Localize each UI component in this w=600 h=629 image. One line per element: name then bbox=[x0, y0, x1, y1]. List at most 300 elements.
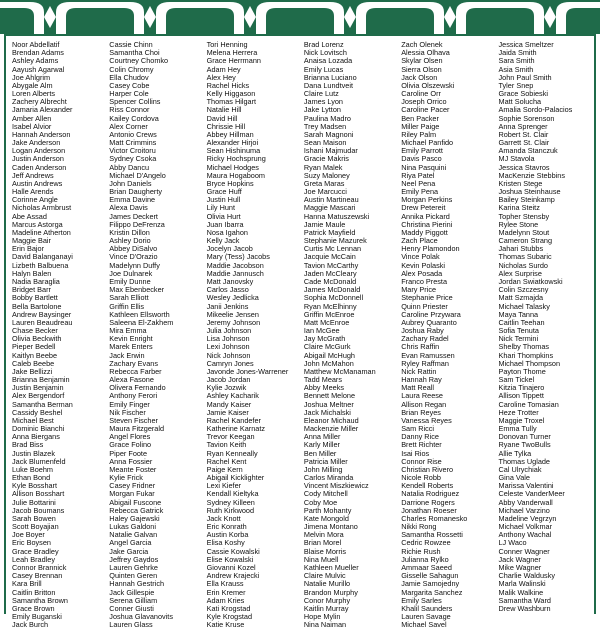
list-item: Connor Rise bbox=[401, 456, 442, 466]
list-item: Tyler Snep bbox=[498, 80, 534, 90]
list-item: Max Ebenbecker bbox=[109, 285, 165, 295]
list-item: Joseph Orrico bbox=[401, 97, 447, 107]
list-item: Nina Pasquini bbox=[401, 162, 447, 172]
list-item: Anna Sprenger bbox=[498, 121, 548, 131]
list-item: Carlos Jasso bbox=[206, 285, 249, 295]
list-item: Ryan McElhinny bbox=[303, 301, 357, 311]
list-item: Maura Fitzgerald bbox=[109, 424, 165, 434]
list-item: Riss Connor bbox=[109, 105, 150, 115]
list-item: Vince Polak bbox=[401, 252, 440, 262]
list-item: Bailey Steinkamp bbox=[498, 195, 555, 205]
list-item: Kristen Stege bbox=[498, 178, 543, 188]
list-item: Amalia Sordo-Palacios bbox=[498, 105, 573, 115]
list-item: Lisa Johnson bbox=[206, 334, 250, 344]
list-item: Halle Arends bbox=[12, 187, 54, 197]
list-item: Bobby Bartlett bbox=[12, 293, 58, 303]
list-item: Grace Sobieski bbox=[498, 89, 548, 99]
list-item: Abby Dancu bbox=[109, 162, 150, 172]
list-item: Cameron Strang bbox=[498, 236, 553, 246]
list-item: Riley Palm bbox=[401, 129, 437, 139]
list-item: Allison Regan bbox=[401, 399, 447, 409]
list-item: Caroline Orr bbox=[401, 89, 441, 99]
list-item: Skylar Olsen bbox=[401, 56, 443, 66]
list-item: Austin Andrews bbox=[12, 178, 63, 188]
list-item: Karly Miller bbox=[303, 440, 340, 450]
list-item: Kaitlin Murray bbox=[303, 603, 349, 613]
list-item: Jack Knott bbox=[206, 513, 241, 523]
list-item: Chris Raffin bbox=[401, 342, 440, 352]
list-item: Jordan Swiatkowski bbox=[498, 276, 563, 286]
list-item: Ishani Majmudar bbox=[303, 146, 358, 156]
list-item: Caroline Przywara bbox=[401, 309, 461, 319]
list-item: Chrissie Hill bbox=[206, 121, 246, 131]
list-item: Karina Steitz bbox=[498, 203, 540, 213]
list-item: Kaitlyn Beebe bbox=[12, 350, 58, 360]
list-item: Eric Boysen bbox=[12, 538, 51, 548]
list-item: Matt Reall bbox=[401, 383, 435, 393]
list-item: Michael Volkmar bbox=[498, 522, 553, 532]
list-item: Jake Garcia bbox=[109, 546, 149, 556]
list-item: Alex Surprise bbox=[498, 268, 542, 278]
list-item: Katherine Karnatz bbox=[206, 424, 266, 434]
list-item: Jack Olson bbox=[401, 72, 438, 82]
list-item: Joe Marcucci bbox=[303, 187, 347, 197]
list-item: Piper Foote bbox=[109, 448, 148, 458]
list-item: Michael Talasky bbox=[498, 301, 550, 311]
list-item: Alex Hey bbox=[206, 72, 236, 82]
list-item: Brandon Murphy bbox=[303, 587, 358, 597]
list-item: Mikeelie Jensen bbox=[206, 309, 259, 319]
list-item: Ashley Adams bbox=[12, 56, 59, 66]
list-item: Janii Jenkins bbox=[206, 301, 249, 311]
list-item: Eric Konrath bbox=[206, 522, 247, 532]
list-item: Abygale Alm bbox=[12, 80, 53, 90]
list-item: Matt Janovsky bbox=[206, 276, 254, 286]
list-item: Maddie Jannusch bbox=[206, 268, 264, 278]
list-item: Carlos Miranda bbox=[303, 473, 354, 483]
list-item: Ella Krauss bbox=[206, 579, 244, 589]
list-item: Ryan Malek bbox=[303, 162, 343, 172]
list-item: Jack Michalski bbox=[303, 407, 351, 417]
banner-arch-inner bbox=[0, 8, 34, 34]
list-item: Tavion McCarthy bbox=[303, 260, 359, 270]
list-item: Hope Mylin bbox=[303, 612, 341, 622]
list-item: MacKenzie Stebbins bbox=[498, 170, 566, 180]
list-item: Robert St. Clair bbox=[498, 129, 549, 139]
list-item: Filippo DeFrenza bbox=[109, 219, 165, 229]
banner-arch-inner bbox=[66, 8, 134, 34]
list-item: Blaise Morris bbox=[303, 546, 347, 556]
list-item: Kitzia Tinajero bbox=[498, 383, 545, 393]
list-item: Abe Assad bbox=[12, 211, 47, 221]
list-item: Tadd Mears bbox=[303, 375, 343, 385]
list-item: Sam Ricci bbox=[401, 424, 435, 434]
list-item: Caitlin Britton bbox=[12, 587, 56, 597]
list-item: Jocelyn Jacob bbox=[206, 244, 253, 254]
list-item: Ian McGee bbox=[303, 326, 340, 336]
banner-arch-inner bbox=[566, 8, 600, 34]
list-item: Zachery Albrecht bbox=[12, 97, 67, 107]
list-item: Abby Vanderwall bbox=[498, 497, 553, 507]
name-column-1 bbox=[9, 41, 106, 629]
list-item: Rebecca Gatrick bbox=[109, 505, 164, 515]
list-item: Ashley Kacharik bbox=[206, 391, 259, 401]
list-item: Emily Parrott bbox=[401, 146, 443, 156]
list-item: Allie Tylka bbox=[498, 448, 532, 458]
list-item: Emma Tully bbox=[498, 424, 537, 434]
list-item: Morgan Fukar bbox=[109, 489, 155, 499]
list-item: Kevin Polaski bbox=[401, 260, 445, 270]
list-item: Allison Bosshart bbox=[12, 489, 65, 499]
list-item: Grace Brown bbox=[12, 603, 55, 613]
list-item: Kevin Enright bbox=[109, 334, 153, 344]
list-item: Lily Hunt bbox=[206, 203, 235, 213]
list-item: Jessica Stavros bbox=[498, 162, 550, 172]
list-item: Grace Folino bbox=[109, 440, 152, 450]
list-item: Kelly Higgason bbox=[206, 89, 256, 99]
list-item: Michael Varzino bbox=[498, 505, 550, 515]
list-item: Victor Croitoru bbox=[109, 146, 156, 156]
list-item: Casey Fridner bbox=[109, 481, 156, 491]
list-item: Sierra Olson bbox=[401, 64, 442, 74]
list-item: Jahari Stubbs bbox=[498, 244, 544, 254]
list-item: Madeline Atherton bbox=[12, 227, 71, 237]
list-item: Olivia Olszewski bbox=[401, 80, 455, 90]
list-item: Mandy Kaiser bbox=[206, 399, 252, 409]
list-item: Greta Maras bbox=[303, 178, 345, 188]
list-item: Maura Hogaboom bbox=[206, 170, 266, 180]
list-item: Isabel Alvior bbox=[12, 121, 52, 131]
name-column-4 bbox=[301, 41, 398, 629]
list-item: Amber Allen bbox=[12, 113, 52, 123]
list-item: Nikki Rong bbox=[401, 522, 437, 532]
list-item: Maya Tanna bbox=[498, 309, 539, 319]
list-item: Jaida Smith bbox=[498, 48, 537, 58]
list-item: Richie Rush bbox=[401, 546, 441, 556]
list-item: Mike Wagner bbox=[498, 563, 542, 572]
list-item: Anaisa Lozada bbox=[303, 56, 353, 66]
list-item: Sarah Magnoni bbox=[303, 129, 354, 139]
list-item: Evan Ramussen bbox=[401, 350, 455, 360]
list-item: Luke Boehm bbox=[12, 464, 53, 474]
list-item: Jamie Kaiser bbox=[206, 407, 249, 417]
list-item: Javonde Jones-Warrener bbox=[206, 366, 289, 376]
list-item: Davis Pasco bbox=[401, 154, 442, 164]
list-item: Vince D'Orazio bbox=[109, 252, 158, 262]
list-item: Joe Ahlgrim bbox=[12, 72, 51, 82]
list-item: Natalia Rodriguez bbox=[401, 489, 460, 499]
list-item: Miller Paige bbox=[401, 121, 440, 131]
list-item: Cedric Rowzee bbox=[401, 538, 451, 548]
list-item: Elisa Koshy bbox=[206, 538, 245, 548]
list-item: Ammaar Saeed bbox=[401, 563, 452, 572]
list-item: Nik Fischer bbox=[109, 407, 146, 417]
list-item: John McMahon bbox=[303, 358, 354, 368]
list-item: Jake Lytton bbox=[303, 105, 341, 115]
list-item: Maddy Piggott bbox=[401, 227, 448, 237]
list-item: Jeffrey Gaydos bbox=[109, 554, 159, 564]
list-item: Ryan Kenneally bbox=[206, 448, 258, 458]
name-column-3 bbox=[204, 41, 301, 629]
list-item: Parth Mohanty bbox=[303, 505, 352, 515]
list-item: Abigail McHugh bbox=[303, 350, 355, 360]
list-item: Matt Crimmins bbox=[109, 138, 157, 148]
list-item: Madeline Vegrzyn bbox=[498, 513, 557, 523]
list-item: Nick Rattin bbox=[401, 366, 437, 376]
list-item: Abigail Kicklighter bbox=[206, 473, 265, 483]
list-item: Rachel Hicks bbox=[206, 80, 250, 90]
list-item: Jake Anderson bbox=[12, 138, 61, 148]
list-item: Shelby Thomas bbox=[498, 342, 550, 352]
list-item: Neel Pena bbox=[401, 178, 436, 188]
list-item: James Lyon bbox=[303, 97, 343, 107]
list-item: Adam Kries bbox=[206, 595, 245, 605]
list-item: Madelynn Stout bbox=[498, 227, 550, 237]
list-item: Nicholas Surdo bbox=[498, 260, 548, 270]
list-item: Morgan Perkins bbox=[401, 195, 453, 205]
list-item: Kyle Bosshart bbox=[12, 481, 58, 491]
list-item: Thomas Subaric bbox=[498, 252, 552, 262]
list-item: Mira Emma bbox=[109, 326, 147, 336]
list-item: Nicholas Armbrust bbox=[12, 203, 72, 213]
list-item: Bryce Hopkins bbox=[206, 178, 254, 188]
list-item: Conner Giusti bbox=[109, 603, 154, 613]
list-item: Cal Ulrychiak bbox=[498, 464, 542, 474]
list-item: Mackenzie Miller bbox=[303, 424, 359, 434]
list-item: Michael Best bbox=[12, 415, 54, 425]
list-item: Loren Alberts bbox=[12, 89, 55, 99]
list-item: Giovanni Kozel bbox=[206, 563, 256, 572]
list-item: Brendan Adams bbox=[12, 48, 64, 58]
list-item: Michael Panfido bbox=[401, 138, 454, 148]
list-item: Sean Hishinuma bbox=[206, 146, 261, 156]
list-item: Rachel Kandefer bbox=[206, 415, 261, 425]
list-item: John Paul Smith bbox=[498, 72, 552, 82]
list-item: Hannah Ray bbox=[401, 375, 442, 385]
list-item: Quinten Geren bbox=[109, 571, 158, 581]
list-item: Maggie Troxel bbox=[498, 415, 545, 425]
list-item: Jeremy Johnson bbox=[206, 317, 261, 327]
list-item: Jack Blumenfeld bbox=[12, 456, 66, 466]
list-item: Zach Olenek bbox=[401, 40, 443, 49]
list-item: Anna Fossier bbox=[109, 456, 153, 466]
list-item: John Milling bbox=[303, 464, 343, 474]
list-item: Natalie Galvan bbox=[109, 530, 158, 540]
list-item: Lukas Galdoni bbox=[109, 522, 156, 532]
list-item: Matt Szmajda bbox=[498, 293, 544, 303]
list-item: Paulina Madro bbox=[303, 113, 351, 123]
list-item: Khari Thompkins bbox=[498, 350, 554, 360]
list-item: Marissa Valentini bbox=[498, 481, 554, 491]
list-item: Jake Bellizzi bbox=[12, 366, 53, 376]
list-item: Justin Hull bbox=[206, 195, 241, 205]
name-column-2 bbox=[106, 41, 203, 629]
list-item: Hannah Anderson bbox=[12, 129, 71, 139]
list-item: Lexi Johnson bbox=[206, 342, 250, 352]
list-item: David Balanganayi bbox=[12, 252, 73, 262]
list-item: Maddie Jacobson bbox=[206, 260, 264, 270]
list-item: Sarah Bowen bbox=[12, 513, 56, 523]
list-item: Amanda Stanczuk bbox=[498, 146, 558, 156]
list-item: Griffin McEnroe bbox=[303, 309, 355, 319]
list-item: Hannah Gestrich bbox=[109, 579, 165, 589]
list-item: Justin Anderson bbox=[12, 154, 64, 164]
list-item: Spencer Collins bbox=[109, 97, 161, 107]
list-item: Heze Trotter bbox=[498, 407, 539, 417]
list-item: Abbey Hillman bbox=[206, 129, 254, 139]
list-item: Gracie Makris bbox=[303, 154, 349, 164]
list-item: Ryley Raffman bbox=[401, 358, 449, 368]
list-item: Abigail Fuscone bbox=[109, 497, 162, 507]
banner-arch-inner bbox=[366, 8, 434, 34]
list-item: Anthony Wachal bbox=[498, 530, 552, 540]
list-item: Casey Brennan bbox=[12, 571, 63, 581]
list-item: Caden Anderson bbox=[12, 162, 67, 172]
list-item: Jack Wagner bbox=[498, 554, 541, 564]
list-item: Serena Gilliam bbox=[109, 595, 158, 605]
list-item: Conner Wagner bbox=[498, 546, 550, 556]
list-item: Alex Posada bbox=[401, 268, 443, 278]
list-item: Halyn Balen bbox=[12, 268, 52, 278]
list-item: Laura Reese bbox=[401, 391, 443, 401]
list-item: Angel Flores bbox=[109, 432, 151, 442]
list-item: Aubrey Quaranto bbox=[401, 317, 457, 327]
list-item: Caroline Tomasian bbox=[498, 399, 559, 409]
list-item: Margarita Sanchez bbox=[401, 587, 463, 597]
list-item: Mary (Tess) Jacobs bbox=[206, 252, 270, 262]
list-item: Sarah Elliott bbox=[109, 293, 149, 303]
list-item: Sara Smith bbox=[498, 56, 535, 66]
list-item: Lauren Savage bbox=[401, 612, 451, 622]
list-item: LJ Waco bbox=[498, 538, 527, 548]
list-item: Matthew McManaman bbox=[303, 366, 376, 376]
list-item: Emily Sarles bbox=[401, 595, 442, 605]
list-item: Zachary Radel bbox=[401, 334, 449, 344]
list-item: Ashley Dorio bbox=[109, 236, 151, 246]
list-item: Ruth Kirkwood bbox=[206, 505, 255, 515]
list-item: Drew Washburn bbox=[498, 603, 551, 613]
list-item: Kathleen Mueller bbox=[303, 563, 359, 572]
list-item: Emily Dunne bbox=[109, 276, 151, 286]
list-item: Olivia Beckwith bbox=[12, 334, 62, 344]
banner-arch-inner bbox=[266, 8, 334, 34]
list-item: Bennett Melone bbox=[303, 391, 356, 401]
list-item: Jamie Maule bbox=[303, 219, 346, 229]
list-item: Melvin Mora bbox=[303, 530, 344, 540]
list-item: John Daniels bbox=[109, 178, 152, 188]
list-item: Emma Davine bbox=[109, 195, 156, 205]
list-item: Emily Pena bbox=[401, 187, 439, 197]
list-item: Madelynn Duffy bbox=[109, 260, 160, 270]
list-item: Alex Corner bbox=[109, 121, 148, 131]
list-item: Stephanie Price bbox=[401, 293, 453, 303]
list-item: Ryane TwoBulls bbox=[498, 440, 551, 450]
list-item: Rylee Stone bbox=[498, 219, 539, 229]
list-item: Andrew Krajecki bbox=[206, 571, 260, 581]
list-item: Christian Rivero bbox=[401, 464, 454, 474]
list-item: Angel Garcia bbox=[109, 538, 152, 548]
list-item: Brad Biss bbox=[12, 440, 44, 450]
list-item: Kate Mongold bbox=[303, 513, 349, 523]
list-item: Nick Termini bbox=[498, 334, 539, 344]
list-item: Austin Martineau bbox=[303, 195, 359, 205]
list-item: Donovan Turner bbox=[498, 432, 551, 442]
decorative-banner bbox=[0, 0, 600, 34]
list-item: Erin Kremer bbox=[206, 587, 246, 597]
list-item: Brianna Benjamin bbox=[12, 375, 70, 385]
list-item: Nina Naiman bbox=[303, 620, 347, 629]
list-item: Jessica Smeltzer bbox=[498, 40, 554, 49]
list-item: Lexi Kiefer bbox=[206, 481, 242, 491]
name-columns bbox=[9, 41, 593, 629]
list-item: Maggie Bair bbox=[12, 236, 51, 246]
list-item: Curtis Mc Lennan bbox=[303, 244, 362, 254]
list-item: Natalie Hill bbox=[206, 105, 242, 115]
list-item: Griffin Ellis bbox=[109, 301, 145, 311]
list-item: Claire McGurk bbox=[303, 342, 351, 352]
list-item: Kara Brill bbox=[12, 579, 42, 589]
list-item: Emily Buganski bbox=[12, 612, 62, 622]
list-item: Trey Madsen bbox=[303, 121, 347, 131]
list-item: Joshua Glavanovits bbox=[109, 612, 173, 622]
list-item: Cassidy Beshel bbox=[12, 407, 63, 417]
list-item: Kylie Frick bbox=[109, 473, 143, 483]
list-item: Steven Fischer bbox=[109, 415, 158, 425]
list-item: Danny Rice bbox=[401, 432, 439, 442]
list-item: Cody Mitchell bbox=[303, 489, 348, 499]
list-item: Khalil Saunders bbox=[401, 603, 453, 613]
list-item: Michael Thompson bbox=[498, 358, 560, 368]
list-item: Wesley Jedlicka bbox=[206, 293, 259, 303]
list-item: Abbey DiSalvo bbox=[109, 244, 158, 254]
list-item: Samantha Brown bbox=[12, 595, 68, 605]
list-item: Nina Muell bbox=[303, 554, 339, 564]
list-item: Patricia Miller bbox=[303, 456, 348, 466]
list-item: Sophia McDonnell bbox=[303, 293, 364, 303]
list-item: Camryn Jones bbox=[206, 358, 254, 368]
list-item: Marla Walinski bbox=[498, 579, 546, 589]
list-item: Kyle Krogstad bbox=[206, 612, 253, 622]
list-item: Olivera Fernando bbox=[109, 383, 166, 393]
list-item: Thomas Uglade bbox=[498, 456, 550, 466]
list-item: Ben Packer bbox=[401, 113, 439, 123]
list-item: Kathleen Ellsworth bbox=[109, 309, 170, 319]
list-item: Saleena El-Zakhem bbox=[109, 317, 174, 327]
list-item: Samantha Rossetti bbox=[401, 530, 463, 540]
list-item: Jaden McCleary bbox=[303, 268, 357, 278]
list-item: Henry Plamondon bbox=[401, 244, 460, 254]
list-item: Noor Abdellatif bbox=[12, 40, 60, 49]
list-item: Lauren Beaudreau bbox=[12, 317, 73, 327]
list-item: Samantha Berman bbox=[12, 399, 73, 409]
list-item: Ricky Hochsprung bbox=[206, 154, 266, 164]
list-item: Dana Lundtveit bbox=[303, 80, 353, 90]
list-item: Quinn Priester bbox=[401, 301, 448, 311]
list-item: Allison Tippett bbox=[498, 391, 544, 401]
list-item: Elise Kowalski bbox=[206, 554, 254, 564]
list-item: Nosa Igahon bbox=[206, 227, 248, 237]
banner-arch-inner bbox=[166, 8, 234, 34]
list-item: Marek Enters bbox=[109, 342, 153, 352]
list-item: Grace Bradley bbox=[12, 546, 59, 556]
list-item: Courtney Chomko bbox=[109, 56, 169, 66]
list-item: Brad Lorenz bbox=[303, 40, 344, 49]
list-item: Matt McEnroe bbox=[303, 317, 350, 327]
list-item: Franco Presta bbox=[401, 276, 448, 286]
list-item: Thomas Hilgart bbox=[206, 97, 257, 107]
list-item: Maggie Mascari bbox=[303, 203, 356, 213]
list-item: Sophie Sorenson bbox=[498, 113, 555, 123]
